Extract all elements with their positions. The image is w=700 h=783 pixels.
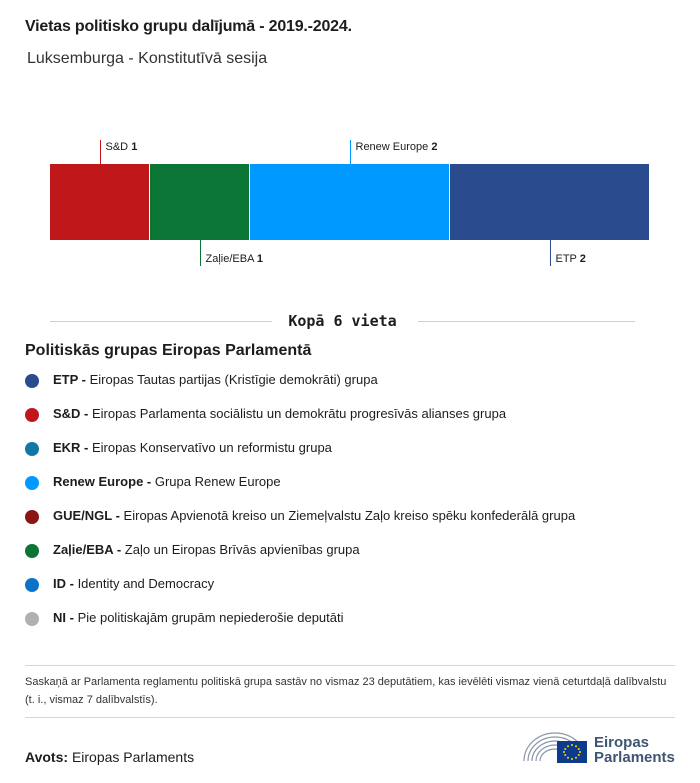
legend-name: Grupa Renew Europe <box>151 474 281 489</box>
legend-name: Eiropas Parlamenta sociālistu un demokrātu progresīvās alianses grupa <box>88 406 507 421</box>
source-label: Avots: <box>25 749 69 765</box>
bar-label <box>206 253 263 265</box>
chart-subtitle: Luksemburga - Konstitutīvā sesija <box>27 50 268 67</box>
source <box>25 749 194 765</box>
bar-segment-renew-europe <box>250 164 449 240</box>
legend-item <box>25 437 575 471</box>
logo-line1: Eiropas <box>594 734 650 751</box>
bar-label <box>356 141 438 153</box>
footnote: Saskaņā ar Parlamenta reglamentu politiskā grupa sastāv no vismaz 23 deputātiem, kas ievēlēti vismaz vienā ceturtdaļā dalībvalstu (t. i., vismaz 7 dalībvalstīs). <box>25 676 667 706</box>
total-seats-label: Kopā 6 vieta <box>276 312 408 330</box>
chart-title: Vietas politisko grupu dalījumā - 2019.-2024. <box>25 18 352 35</box>
ep-logo <box>522 727 682 771</box>
bar-label-value: 1 <box>131 141 138 153</box>
legend-item <box>25 403 575 437</box>
legend-name: Eiropas Apvienotā kreiso un Ziemeļvalstu Zaļo kreiso spēku konfederālā grupa <box>119 508 576 523</box>
legend-dot-icon <box>25 612 39 626</box>
legend-name: Eiropas Tautas partijas (Kristīgie demokrāti) grupa <box>86 372 378 387</box>
legend-item <box>25 369 575 403</box>
bar-label-category: ETP <box>555 253 580 265</box>
bar-segment-s-d <box>50 164 149 240</box>
legend-title: Politiskās grupas Eiropas Parlamentā <box>25 342 312 359</box>
bar-label-value: 2 <box>579 253 586 265</box>
legend-abbr: Zaļie/EBA - <box>53 542 122 557</box>
bar-label-category: Zaļie/EBA <box>205 253 257 265</box>
legend-dot-icon <box>25 408 39 422</box>
legend-dot-icon <box>25 544 39 558</box>
legend-dot-icon <box>25 476 39 490</box>
total-seats <box>50 310 635 332</box>
legend-item <box>25 539 575 573</box>
legend-dot-icon <box>25 578 39 592</box>
legend-dot-icon <box>25 374 39 388</box>
legend-abbr: ETP - <box>53 372 86 387</box>
ep-hemicycle-flag-logo-icon <box>522 727 588 767</box>
bar-label-value: 1 <box>256 253 263 265</box>
legend-name: Identity and Democracy <box>73 576 215 591</box>
legend-abbr: NI - <box>53 610 74 625</box>
legend-item <box>25 573 575 607</box>
legend-abbr: ID - <box>53 576 74 591</box>
seat-distribution-chart <box>0 130 700 280</box>
source-value: Eiropas Parlaments <box>71 749 195 765</box>
legend-item <box>25 607 575 641</box>
legend-abbr: GUE/NGL - <box>53 508 120 523</box>
legend-item <box>25 505 575 539</box>
note-top-divider <box>25 665 675 666</box>
legend-dot-icon <box>25 442 39 456</box>
bar-segment-etp <box>450 164 649 240</box>
legend-dot-icon <box>25 510 39 524</box>
bar-label <box>106 141 138 153</box>
logo-line2: Parlaments <box>594 749 675 766</box>
legend-name: Zaļo un Eiropas Brīvās apvienības grupa <box>121 542 360 557</box>
bar-segment-za-ie-eba <box>150 164 249 240</box>
note-bottom-divider <box>25 717 675 718</box>
legend-abbr: EKR - <box>53 440 89 455</box>
legend-abbr: S&D - <box>53 406 89 421</box>
legend-abbr: Renew Europe - <box>53 474 152 489</box>
bar-label <box>556 253 586 265</box>
bar-label-category: Renew Europe <box>355 141 432 153</box>
legend-name: Pie politiskajām grupām nepiederošie deputāti <box>73 610 344 625</box>
legend <box>25 369 575 641</box>
legend-name: Eiropas Konservatīvo un reformistu grupa <box>88 440 332 455</box>
bar-label-value: 2 <box>431 141 438 153</box>
legend-item <box>25 471 575 505</box>
bar-label-category: S&D <box>105 141 132 153</box>
